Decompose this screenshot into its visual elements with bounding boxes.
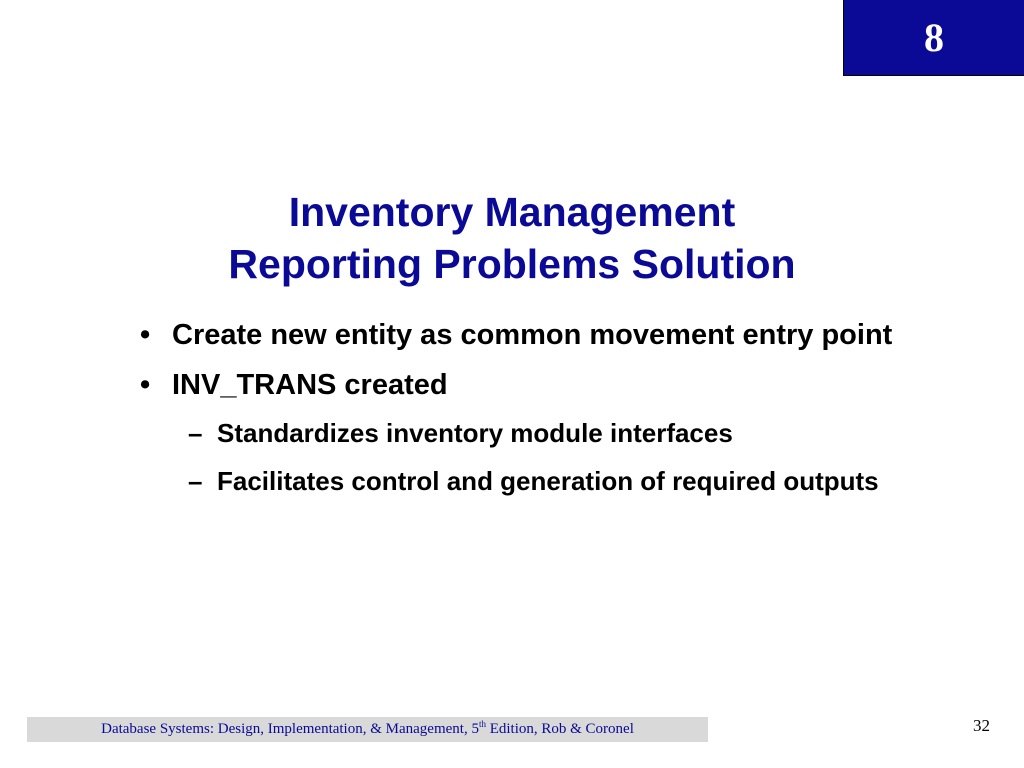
- bullet-item: [140, 316, 940, 354]
- bullet-item: [140, 366, 940, 404]
- footer-citation-main: Database Systems: Design, Implementation, & Management, 5: [101, 721, 479, 737]
- footer-bar: [27, 717, 708, 742]
- dash-marker: –: [188, 466, 203, 496]
- slide-title-line-1: Inventory Management: [288, 189, 736, 235]
- sub-bullet-text: Standardizes inventory module interfaces: [217, 418, 733, 448]
- bullet-marker: •: [140, 369, 151, 401]
- sub-bullet-item: [140, 464, 940, 498]
- chapter-badge: [843, 0, 1024, 76]
- bullet-text: Create new entity as common movement entry point: [172, 319, 893, 351]
- slide-title-line-2: Reporting Problems Solution: [228, 241, 796, 287]
- footer-citation-superscript: th: [478, 719, 486, 729]
- page-number: 32: [973, 716, 990, 735]
- bullet-list: [140, 316, 940, 512]
- bullet-marker: •: [140, 319, 151, 351]
- slide-title: [0, 186, 1024, 290]
- dash-marker: –: [188, 418, 203, 448]
- chapter-number: 8: [924, 14, 944, 60]
- sub-bullet-text: Facilitates control and generation of required outputs: [217, 466, 879, 496]
- footer-citation: [101, 721, 634, 738]
- sub-bullet-item: [140, 416, 940, 450]
- bullet-text: INV_TRANS created: [172, 369, 448, 401]
- footer-citation-rest: Edition, Rob & Coronel: [485, 721, 634, 737]
